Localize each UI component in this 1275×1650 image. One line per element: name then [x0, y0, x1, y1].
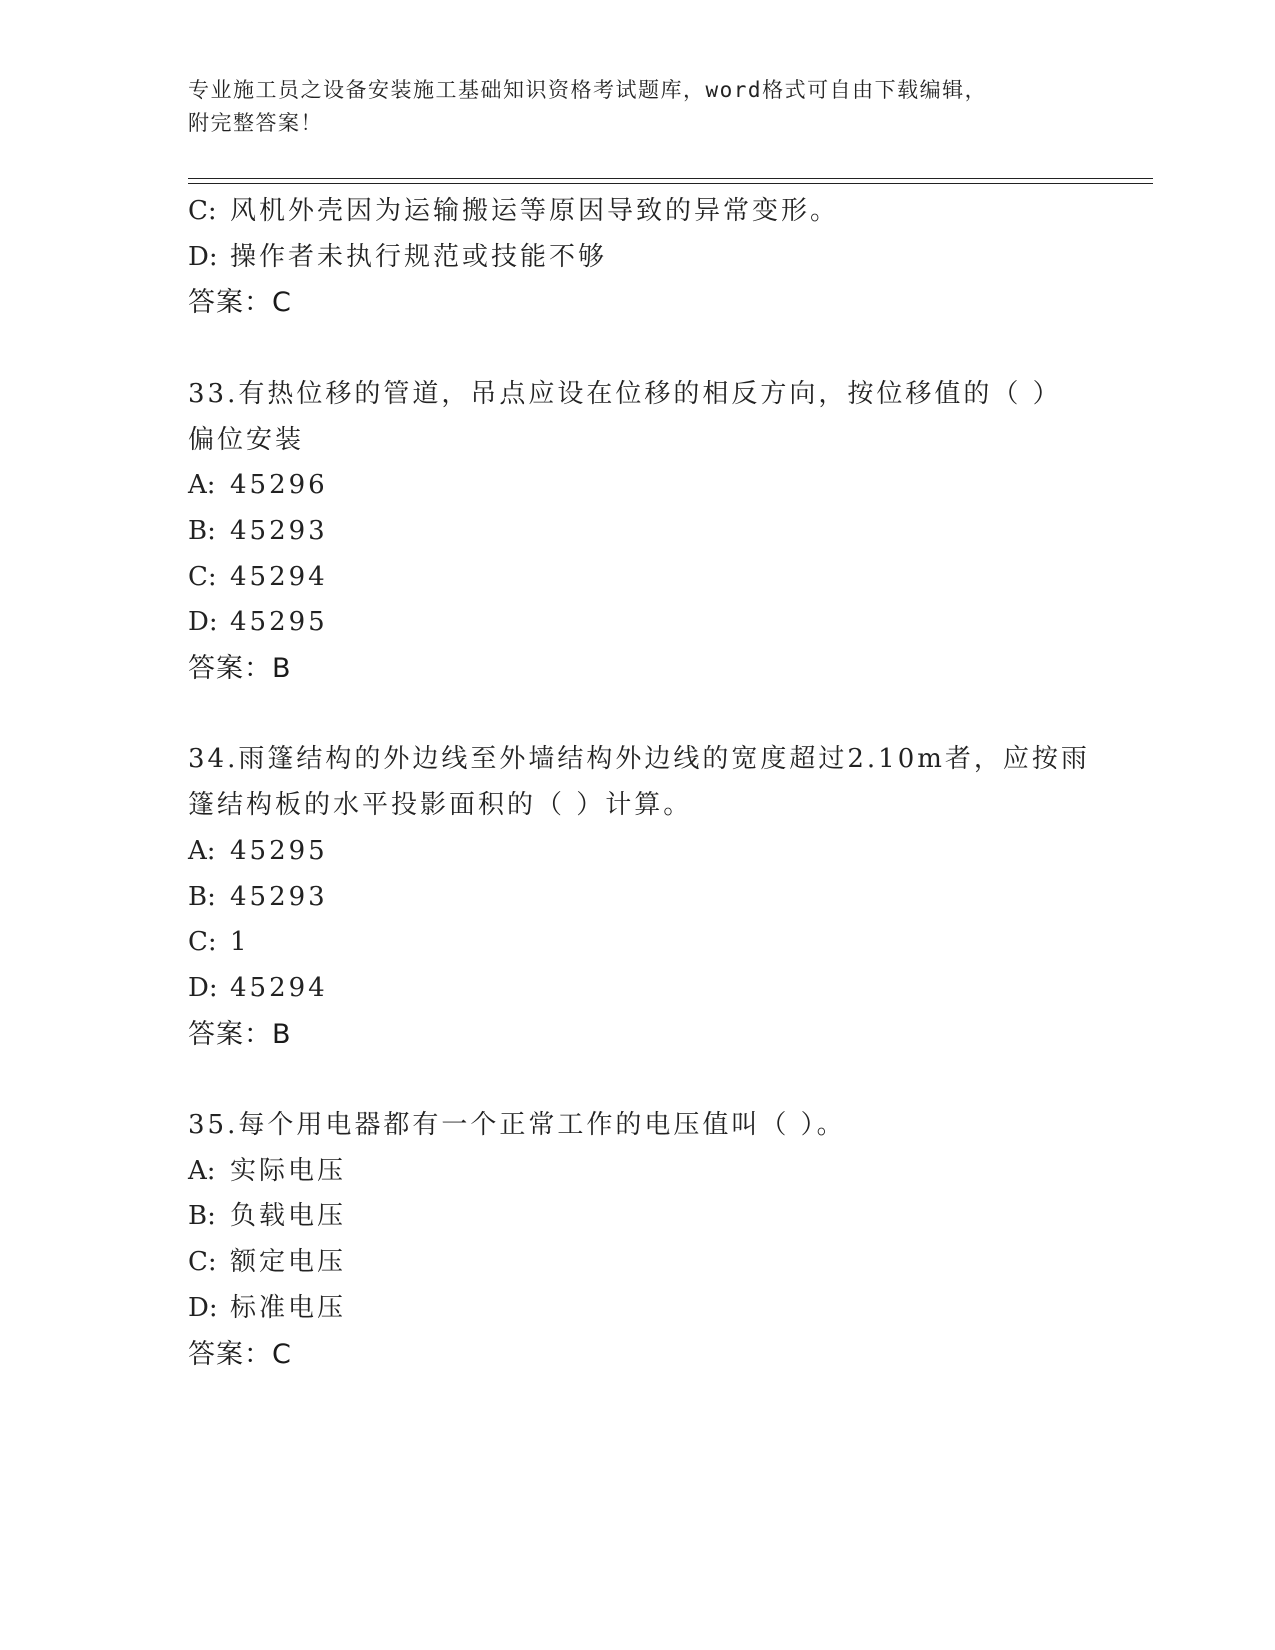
- option-label: C:: [188, 927, 217, 958]
- option-b: [188, 875, 1088, 921]
- option-text: 1: [230, 927, 250, 958]
- header-title-line-2: 附完整答案！: [188, 111, 323, 135]
- option-text: 实际电压: [230, 1155, 347, 1186]
- option-label: A:: [188, 470, 216, 501]
- question-stem: 34.雨篷结构的外边线至外墙结构外边线的宽度超过2.10m者，应按雨: [188, 744, 1090, 775]
- header-divider-bottom: [188, 183, 1153, 184]
- option-label: C:: [188, 1247, 217, 1278]
- option-d: [188, 600, 1088, 646]
- option-d: [188, 1286, 1088, 1332]
- option-label: D:: [188, 972, 218, 1003]
- question-stem: 35.每个用电器都有一个正常工作的电压值叫（ ）。: [188, 1110, 846, 1141]
- option-label: B:: [188, 881, 216, 912]
- option-text: 45295: [230, 835, 328, 866]
- option-text: 45294: [230, 972, 328, 1003]
- option-text: 45295: [230, 607, 328, 638]
- option-label: D:: [188, 607, 218, 638]
- option-label: D:: [188, 1292, 218, 1323]
- document-header: [188, 74, 1068, 140]
- option-c: [188, 189, 1088, 235]
- previous-question-tail: [188, 189, 1088, 326]
- question-stem-continued: 偏位安装: [188, 424, 305, 455]
- option-d: [188, 966, 1088, 1012]
- option-a: [188, 463, 1088, 509]
- answer-line: 答案：B: [188, 1018, 292, 1050]
- option-b: [188, 1194, 1088, 1240]
- header-title-line-1: 专业施工员之设备安装施工基础知识资格考试题库，word格式可自由下载编辑，: [188, 78, 988, 102]
- spacer: [188, 1057, 1088, 1103]
- option-label: A:: [188, 835, 216, 866]
- option-a: [188, 829, 1088, 875]
- option-text: 45293: [230, 881, 328, 912]
- spacer: [188, 692, 1088, 738]
- answer-line: 答案：C: [188, 287, 292, 319]
- option-a: [188, 1149, 1088, 1195]
- option-label: C:: [188, 561, 217, 592]
- option-c: [188, 555, 1088, 601]
- option-text: 45296: [230, 470, 328, 501]
- spacer: [188, 326, 1088, 372]
- option-label: C:: [188, 196, 217, 226]
- option-text: 45294: [230, 561, 328, 592]
- question-stem-continued: 篷结构板的水平投影面积的（ ）计算。: [188, 790, 693, 821]
- question-34: [188, 737, 1088, 1057]
- question-33: [188, 372, 1088, 692]
- header-divider-top: [188, 178, 1153, 179]
- question-stem: 33.有热位移的管道，吊点应设在位移的相反方向，按位移值的（ ）: [188, 378, 1062, 409]
- option-c: [188, 920, 1088, 966]
- option-text: 操作者未执行规范或技能不够: [230, 241, 608, 272]
- option-b: [188, 509, 1088, 555]
- option-text: 45293: [230, 515, 328, 546]
- question-35: [188, 1103, 1088, 1377]
- option-label: B:: [188, 1201, 216, 1232]
- option-label: A:: [188, 1155, 216, 1186]
- question-list: [188, 189, 1088, 1377]
- option-text: 标准电压: [230, 1292, 347, 1323]
- option-text: 额定电压: [230, 1247, 347, 1278]
- option-c: [188, 1240, 1088, 1286]
- option-label: B:: [188, 515, 216, 546]
- option-label: D:: [188, 241, 218, 272]
- option-d: [188, 235, 1088, 281]
- option-text: 负载电压: [230, 1201, 347, 1232]
- answer-line: 答案：B: [188, 653, 292, 685]
- option-text: 风机外壳因为运输搬运等原因导致的异常变形。: [230, 196, 840, 226]
- answer-line: 答案：C: [188, 1338, 292, 1370]
